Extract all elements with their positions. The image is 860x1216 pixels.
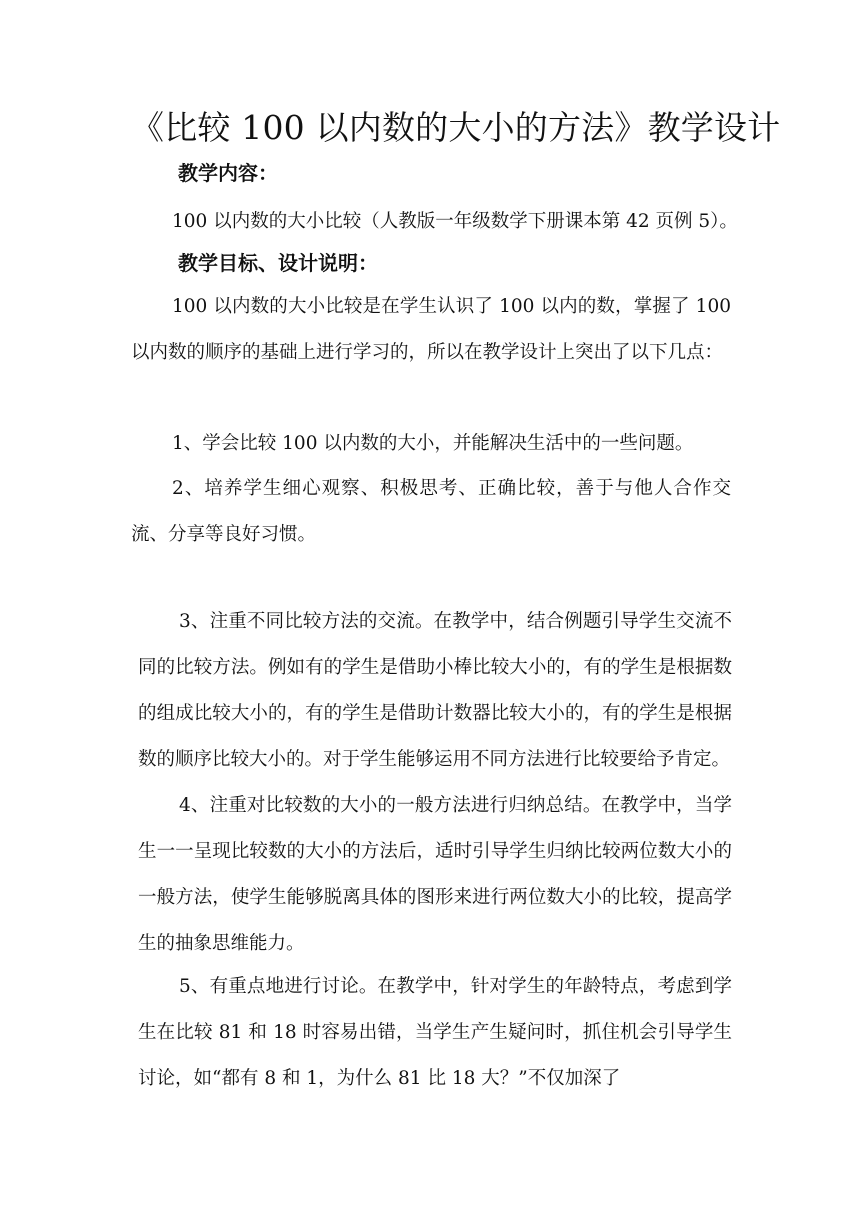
goal-point-3: 3、注重不同比较方法的交流。在教学中，结合例题引导学生交流不同的比较方法。例如有的学生是借助小棒比较大小的，有的学生是根据数的组成比较大小的，有的学生是借助计数器比较大小的，有的学生是根据数的顺序比较大小的。对于学生能够运用不同方法进行比较要给予肯定。: [138, 611, 732, 770]
goal-point-4: 4、注重对比较数的大小的一般方法进行归纳总结。在教学中，当学生一一呈现比较数的大小的方法后，适时引导学生归纳比较两位数大小的一般方法，使学生能够脱离具体的图形来进行两位数大小的比较，提高学生的抽象思维能力。: [138, 795, 732, 954]
document-title: 《比较 100 以内数的大小的方法》教学设计: [131, 108, 781, 147]
intro-paragraph: 100 以内数的大小比较是在学生认识了 100 以内的数，掌握了 100 以内数的顺序的基础上进行学习的，所以在教学设计上突出了以下几点：: [131, 296, 731, 363]
goal-point-2: 2、培养学生细心观察、积极思考、正确比较，善于与他人合作交流、分享等良好习惯。: [131, 478, 731, 545]
teaching-content-text: 100 以内数的大小比较（人教版一年级数学下册课本第 42 页例 5）。: [172, 211, 738, 232]
goal-point-1: 1、学会比较 100 以内数的大小，并能解决生活中的一些问题。: [172, 433, 694, 454]
goal-point-5: 5、有重点地进行讨论。在教学中，针对学生的年龄特点，考虑到学生在比较 81 和 18 时容易出错，当学生产生疑问时，抓住机会引导学生讨论，如“都有 8 和 1，为什么 81 比 18 大？”不仅加深了: [138, 976, 732, 1089]
teaching-goals-heading: 教学目标、设计说明：: [178, 251, 378, 275]
teaching-content-heading: 教学内容：: [178, 161, 278, 185]
